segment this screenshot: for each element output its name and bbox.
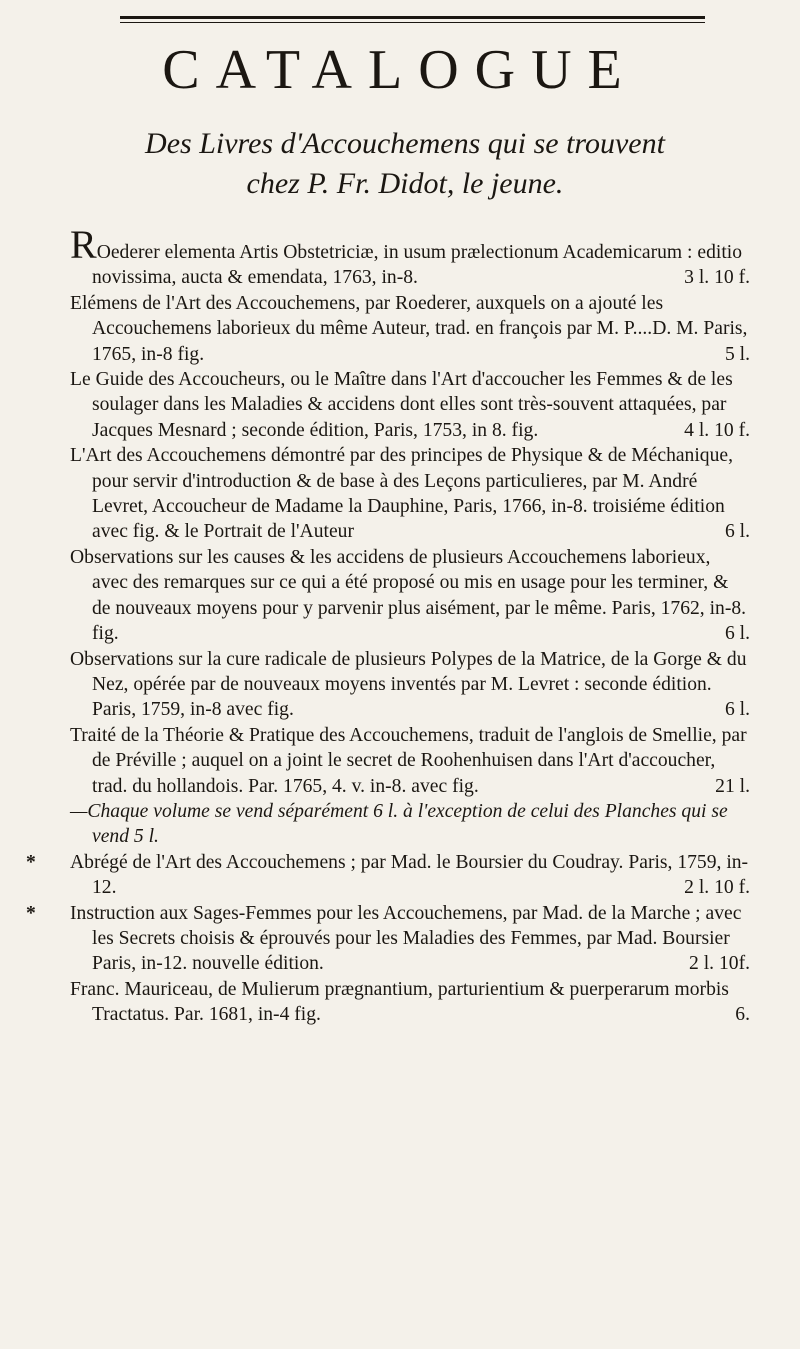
catalogue-list [26, 222, 750, 1028]
entry-price: 21 l. [715, 775, 750, 797]
entry-text: Le Guide des Accoucheurs, ou le Maître dans l'Art d'accoucher les Femmes & de les soulager dans les Maladies & accidens dont elles sont très-souvent attaquées, par Jacques Mesnard ; seconde édition, Paris, 1753, in 8. fig. [70, 369, 733, 441]
subtitle [105, 124, 705, 204]
entry-text: Observations sur les causes & les accidens de plusieurs Accouchemens laborieux, avec des remarques sur ce qui a été proposé ou mis en usage pour les terminer, & de nouveaux moyens pour y parvenir plus aisément, par le même. Paris, 1762, in-8. fig. [70, 546, 747, 645]
entry-price: 6. [735, 1004, 750, 1026]
top-rule [120, 16, 705, 19]
catalogue-entry [70, 723, 750, 799]
subtitle-line-1: Des Livres d'Accouchemens qui se trouvent [145, 127, 665, 160]
entry-price: 2 l. 10f. [689, 953, 750, 975]
top-rule-thin [120, 22, 705, 23]
page-title: CATALOGUE [162, 39, 638, 101]
catalogue-entry [70, 367, 750, 443]
entry-text: —Chaque volume se vend séparément 6 l. à l'exception de celui des Planches qui se vend 5 l. [70, 800, 728, 848]
entry-text: Instruction aux Sages-Femmes pour les Accouchemens, par Mad. de la Marche ; avec les Secrets choisis & éprouvés pour les Maladies des Femmes, par Mad. Boursier Paris, in-12. nouvelle édition. [70, 902, 742, 975]
subtitle-line-2: chez P. Fr. Didot, le jeune. [246, 167, 564, 200]
drop-cap: R [70, 222, 97, 267]
entry-text: Traité de la Théorie & Pratique des Accouchemens, traduit de l'anglois de Smellie, par de Préville ; auquel on a joint le secret de Roohenhuisen dans l'Art d'accoucher, trad. du hollandois. Par. 1765, 4. v. in-8. avec fig. [70, 724, 747, 797]
entry-text: Franc. Mauriceau, de Mulierum prægnantium, parturientium & puerperarum morbis Tractatus. Par. 1681, in-4 fig. [70, 978, 729, 1026]
entry-price: 6 l. [724, 623, 750, 645]
catalogue-entry [70, 647, 750, 723]
catalogue-note [70, 799, 750, 850]
catalogue-entry: * Abrégé de l'Art des Accouchemens ; par Mad. le Boursier du Coudray. Paris, 1759, in-12. 2 l. 10 f. [70, 850, 750, 901]
catalogue-entry [70, 977, 750, 1028]
entry-price: 5 l. [724, 343, 750, 365]
entry-text: Observations sur la cure radicale de plusieurs Polypes de la Matrice, de la Gorge & du Nez, opérée par de nouveaux moyens inventés par M. Levret : seconde édition. Paris, 1759, in-8 avec fig. [70, 648, 747, 721]
catalogue-entry [70, 291, 750, 367]
entry-price: 6 l. [724, 699, 750, 721]
entry-text: L'Art des Accouchemens démontré par des principes de Physique & de Méchanique, pour servir d'introduction & de base à des Leçons particulieres, par M. André Levret, Accoucheur de Madame la Dauphine, Paris, 1766, in-8. troisiéme édition avec fig. & le Portrait de l'Auteur [70, 445, 733, 543]
entry-price: 6 l. [724, 521, 750, 543]
entry-text: Abrégé de l'Art des Accouchemens ; par Mad. le Boursier du Coudray. Paris, 1759, in-12. [70, 851, 749, 899]
catalogue-entry: * Instruction aux Sages-Femmes pour les Accouchemens, par Mad. de la Marche ; avec les Secrets choisis & éprouvés pour les Maladies des Femmes, par Mad. Boursier Paris, in-12. nouvelle édition. 2 l. 10f. [70, 901, 750, 977]
entry-text: Elémens de l'Art des Accouchemens, par Roederer, auxquels on a ajouté les Accouchemens laborieux du même Auteur, trad. en françois par M. P....D. M. Paris, 1765, in-8 fig. [70, 292, 748, 365]
catalogue-entry [70, 443, 750, 545]
entry-price: 3 l. 10 f. [684, 267, 750, 289]
entry-price: 4 l. 10 f. [684, 419, 750, 441]
entry-text: Oederer elementa Artis Obstetriciæ, in usum prælectionum Academicarum : editio novissima, aucta & emendata, 1763, in-8. [92, 242, 743, 289]
catalogue-entry [70, 222, 750, 291]
entry-price: 2 l. 10 f. [684, 877, 750, 899]
catalogue-entry [70, 545, 750, 647]
